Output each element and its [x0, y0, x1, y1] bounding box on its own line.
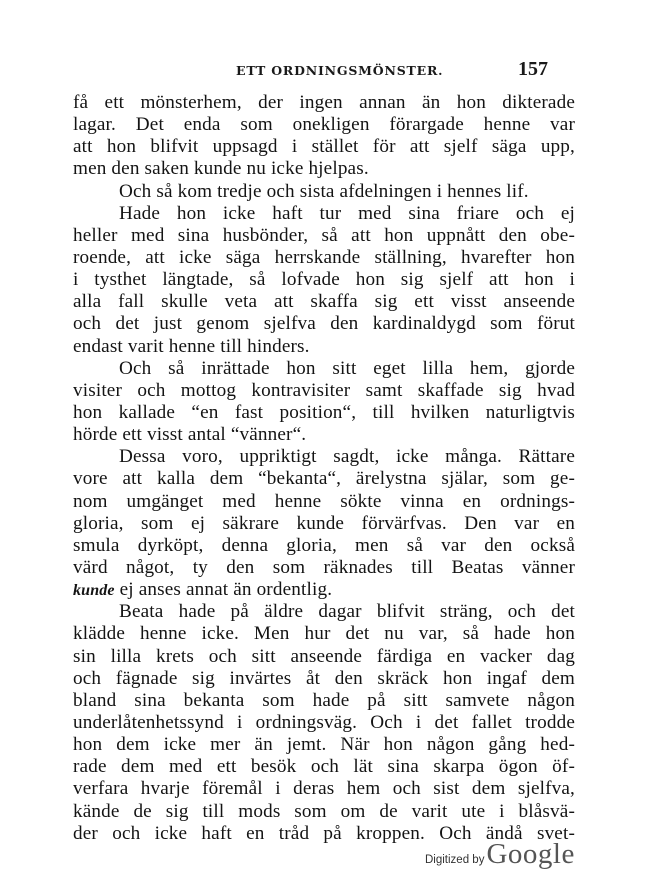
- running-title: ETT ORDNINGSMÖNSTER.: [236, 63, 444, 78]
- google-logo: Google: [486, 838, 575, 870]
- text-line: bland sina bekanta som hade på sitt samvete någon: [73, 689, 575, 711]
- text-line: Beata hade på äldre dagar blifvit sträng, och det: [119, 601, 575, 623]
- text-line: kände de sig till mods som om de varit ute i blåsvä-: [73, 800, 575, 822]
- text-line: i tysthet längtade, så lofvade hon sig sjelf att hon i: [73, 269, 575, 291]
- text-line: lagar. Det enda som onekligen förargade henne var: [73, 114, 575, 136]
- text-line: alla fall skulle veta att skaffa sig ett visst anseende: [73, 291, 575, 313]
- text-line: hon dem icke mer än jemt. När hon någon gång hed-: [73, 734, 575, 756]
- text-line: att hon blifvit uppsagd i stället för att sjelf säga upp,: [73, 136, 575, 158]
- page-number: 157: [518, 58, 548, 80]
- text-line: Dessa voro, uppriktigt sagdt, icke många. Rättare: [119, 446, 575, 468]
- digitized-label: Digitized by: [425, 854, 485, 866]
- text-line: gloria, som ej säkrare kunde förvärfvas. Den var en: [73, 512, 575, 534]
- text-line: nom umgänget med henne sökte vinna en ordnings-: [73, 490, 575, 512]
- text-line: Och så inrättade hon sitt eget lilla hem, gjorde: [119, 357, 575, 379]
- text-line: rade dem med ett besök och lät sina skarpa ögon öf-: [73, 756, 575, 778]
- text-line: och det just genom sjelfva den kardinaldygd som förut: [73, 313, 575, 335]
- text-line: heller med sina husbönder, så att hon uppnått den obe-: [73, 224, 575, 246]
- running-head: [0, 59, 656, 83]
- body-text: [73, 92, 575, 845]
- text-line: klädde henne icke. Men hur det nu var, så hade hon: [73, 623, 575, 645]
- text-line: verfara hvarje föremål i deras hem och sist dem sjelfva,: [73, 778, 575, 800]
- text-line: underlåtenhetssynd i ordningsväg. Och i det fallet trodde: [73, 711, 575, 733]
- text-line: hörde ett visst antal “vänner“.: [73, 424, 307, 446]
- digitized-by-google: [425, 838, 575, 878]
- text-line: [73, 579, 575, 601]
- text-line: smula dyrköpt, denna gloria, men så var den också: [73, 534, 575, 556]
- text-line: Och så kom tredje och sista afdelningen i hennes lif.: [119, 180, 529, 202]
- text-line: värd något, ty den som räknades till Beatas vänner: [73, 556, 575, 578]
- text-line: Hade hon icke haft tur med sina friare och ej: [119, 202, 575, 224]
- text-line: hon kallade “en fast position“, till hvilken naturligtvis: [73, 401, 575, 423]
- line-text: ej anses annat än ordentlig.: [119, 579, 333, 601]
- text-line: visiter och mottog kontravisiter samt skaffade sig hvad: [73, 379, 575, 401]
- italic-word: kunde: [73, 582, 115, 600]
- text-line: få ett mönsterhem, der ingen annan än hon dikterade: [73, 92, 575, 113]
- text-line: men den saken kunde nu icke hjelpas.: [73, 158, 369, 180]
- text-line: sin lilla krets och sitt anseende färdiga en vacker dag: [73, 645, 575, 667]
- text-line: endast varit henne till hinders.: [73, 335, 310, 357]
- text-line: och fägnade sig invärtes åt den skräck hon ingaf dem: [73, 667, 575, 689]
- text-line: roende, att icke säga herrskande ställning, hvarefter hon: [73, 246, 575, 268]
- text-line: vore att kalla dem “bekanta“, ärelystna själar, som ge-: [73, 468, 575, 490]
- text-line: der och icke haft en tråd på kroppen. Och ändå svet-: [73, 822, 575, 844]
